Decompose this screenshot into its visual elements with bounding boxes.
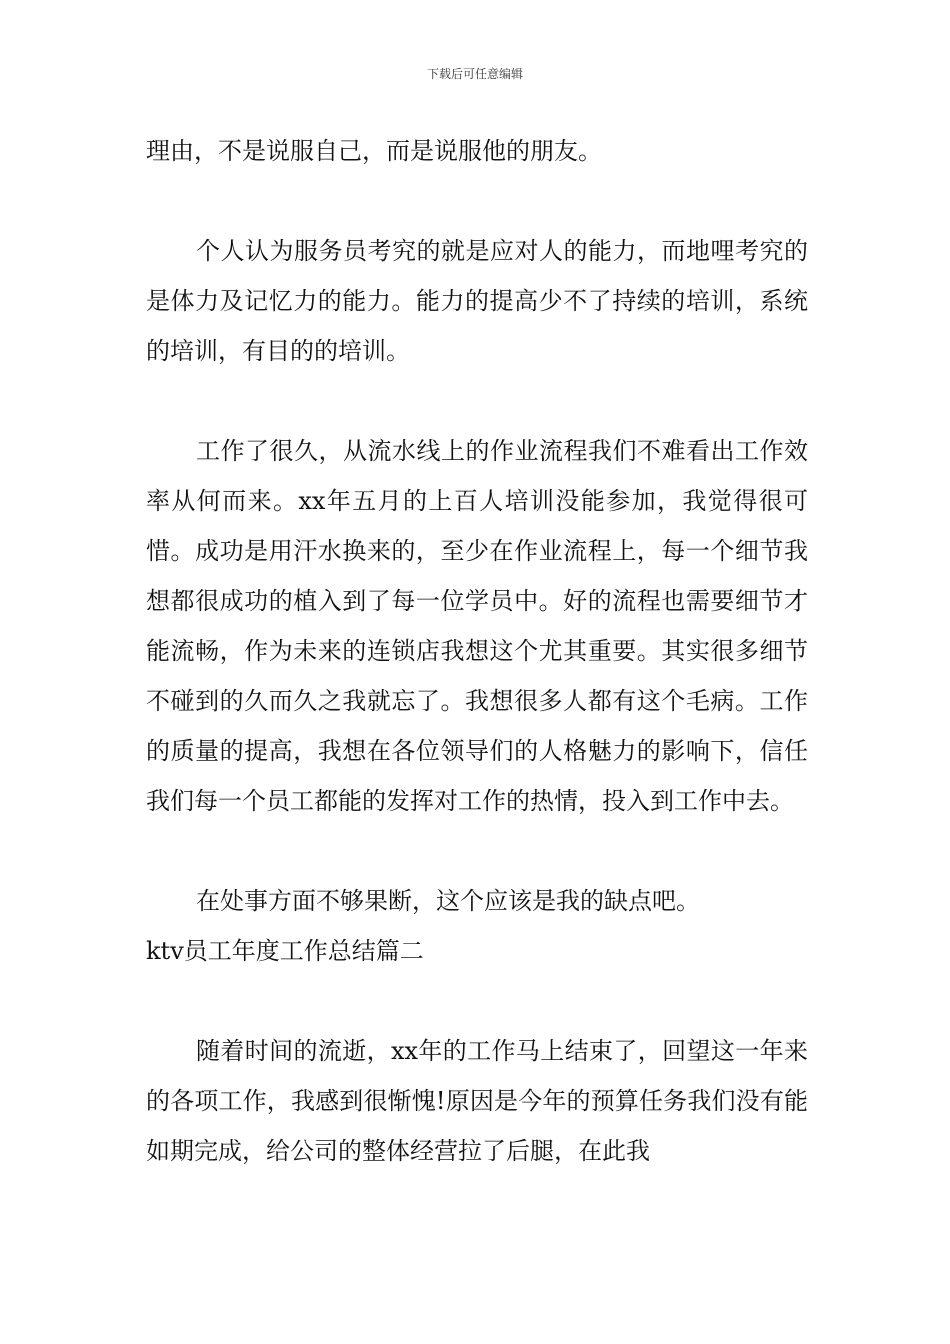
document-body bbox=[146, 126, 808, 1176]
paragraph-gap bbox=[146, 976, 808, 1026]
paragraph-1: 理由，不是说服自己，而是说服他的朋友。 bbox=[146, 137, 602, 165]
page-header-note: 下载后可任意编辑 bbox=[426, 67, 523, 81]
paragraph-4: 在处事方面不够果断，这个应该是我的缺点吧。 bbox=[196, 887, 700, 915]
paragraph-gap bbox=[146, 826, 808, 876]
paragraph-gap bbox=[146, 376, 808, 426]
paragraph-gap bbox=[146, 176, 808, 226]
paragraph-3: 工作了很久，从流水线上的作业流程我们不难看出工作效率从何而来。xx年五月的上百人培训没能参加，我觉得很可惜。成功是用汗水换来的，至少在作业流程上，每一个细节我想都很成功的植入到了每一位学员中。好的流程也需要细节才能流畅，作为未来的连锁店我想这个尤其重要。其实很多细节不碰到的久而久之我就忘了。我想很多人都有这个毛病。工作的质量的提高，我想在各位领导们的人格魅力的影响下，信任我们每一个员工都能的发挥对工作的热情，投入到工作中去。 bbox=[146, 437, 808, 815]
paragraph-5: 随着时间的流逝，xx年的工作马上结束了，回望这一年来的各项工作，我感到很惭愧!原因是今年的预算任务我们没有能如期完成，给公司的整体经营拉了后腿，在此我 bbox=[146, 1037, 808, 1165]
paragraph-2: 个人认为服务员考究的就是应对人的能力，而地哩考究的是体力及记忆力的能力。能力的提高少不了持续的培训，系统的培训，有目的的培训。 bbox=[146, 237, 808, 365]
section-heading: ktv员工年度工作总结篇二 bbox=[146, 937, 424, 965]
